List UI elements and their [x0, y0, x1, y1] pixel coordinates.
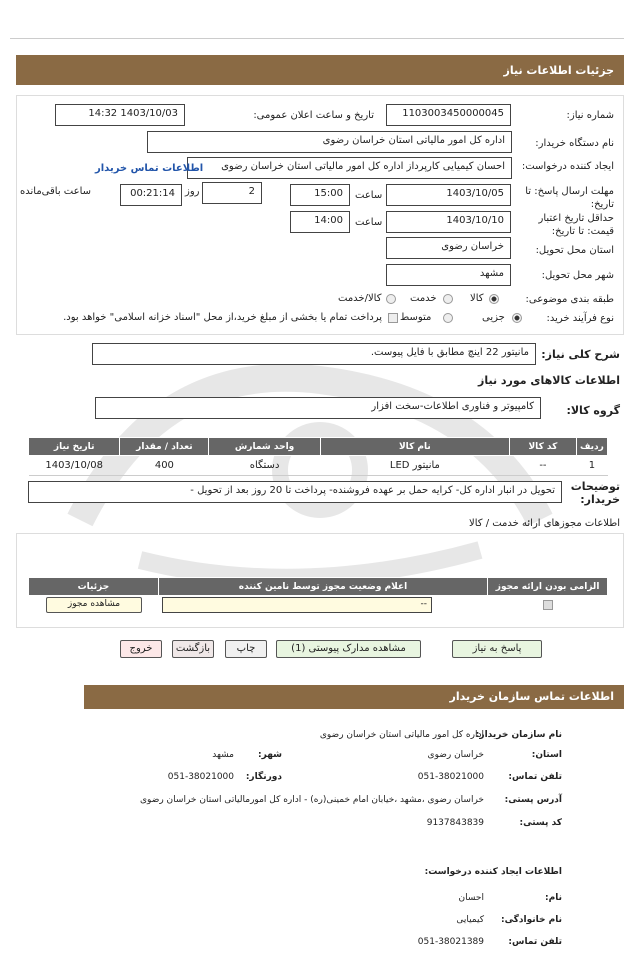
category-radio-service[interactable]: [443, 294, 453, 304]
need-number-field: 1103003450000045: [386, 104, 511, 126]
goods-table: [28, 437, 608, 476]
contact-phone-label: تلفن تماس:: [508, 772, 562, 782]
contact-phone-value: 051-38021000: [417, 772, 484, 782]
exit-button[interactable]: خروج: [120, 640, 162, 658]
days-label: روز: [185, 186, 200, 197]
buyer-field: اداره کل امور مالیاتی استان خراسان رضوی: [147, 131, 512, 153]
top-divider: [10, 38, 624, 39]
col-required: الزامی بودن ارائه مجوز: [488, 578, 608, 596]
contact-province-value: خراسان رضوی: [427, 750, 484, 760]
remaining-time-field: 00:21:14: [120, 184, 182, 206]
validity-time-label: ساعت: [355, 217, 383, 228]
print-button[interactable]: چاپ: [225, 640, 267, 658]
contact-province-label: استان:: [531, 750, 562, 760]
buyer-contact-link[interactable]: اطلاعات تماس خریدار: [95, 163, 204, 174]
remaining-time-label: ساعت باقی‌مانده: [20, 186, 92, 197]
buyer-label: نام دستگاه خریدار:: [535, 138, 614, 149]
city-label: شهر محل تحویل:: [541, 270, 614, 281]
buyer-notes-field: تحویل در انبار اداره کل- کرایه حمل بر عهده فروشنده- پرداخت تا 20 روز بعد از تحویل -: [28, 481, 562, 503]
creator-label: ایجاد کننده درخواست:: [521, 161, 614, 172]
city-field: مشهد: [386, 264, 511, 286]
category-option-both: کالا/خدمت: [338, 293, 382, 304]
contact-org-value: اداره کل امور مالیاتی استان خراسان رضوی: [319, 730, 484, 740]
permits-table-header: [29, 578, 608, 596]
creator-field: احسان کیمیایی کارپرداز اداره کل امور مالیاتی استان خراسان رضوی: [187, 157, 512, 179]
validity-date-field: 1403/10/10: [386, 211, 511, 233]
creator-phone-value: 051-38021389: [417, 937, 484, 947]
col-name: نام کالا: [320, 438, 509, 456]
contact-city-value: مشهد: [212, 750, 234, 760]
buyer-notes-label: توضیحات خریدار:: [570, 480, 620, 506]
need-number-label: شماره نیاز:: [566, 110, 614, 121]
contact-address-label: آدرس پستی:: [504, 795, 562, 805]
category-option-service: خدمت: [410, 293, 437, 304]
process-radio-medium[interactable]: [443, 313, 453, 323]
category-option-goods: کالا: [470, 293, 484, 304]
cell-row: 1: [576, 456, 607, 476]
goods-group-field: کامپیوتر و فناوری اطلاعات-سخت افزار: [95, 397, 541, 419]
col-quantity: تعداد / مقدار: [120, 438, 209, 456]
summary-field: مانیتور 22 اینچ مطابق با فایل پیوست.: [92, 343, 536, 365]
back-button[interactable]: بازگشت: [172, 640, 214, 658]
contact-fax-value: 051-38021000: [167, 772, 234, 782]
province-label: استان محل تحویل:: [535, 245, 614, 256]
contact-address-value: خراسان رضوی ،مشهد ،خیابان امام خمینی(ره) - اداره کل امورمالیاتی استان خراسان رضوی: [140, 795, 484, 805]
announce-label: تاریخ و ساعت اعلان عمومی:: [253, 110, 374, 121]
contact-section-title: اطلاعات تماس سازمان خریدار: [84, 685, 624, 709]
cell-unit: دستگاه: [209, 456, 320, 476]
col-details: جزئیات: [29, 578, 159, 596]
col-unit: واحد شمارش: [209, 438, 320, 456]
validity-time-field: 14:00: [290, 211, 350, 233]
creator-info-title: اطلاعات ایجاد کننده درخواست:: [424, 867, 562, 877]
category-radio-both[interactable]: [386, 294, 396, 304]
cell-date: 1403/10/08: [29, 456, 120, 476]
cell-name: مانیتور LED: [320, 456, 509, 476]
process-label: نوع فرآیند خرید:: [546, 313, 614, 324]
permit-status-field[interactable]: --: [162, 597, 432, 613]
process-radio-minor[interactable]: [512, 313, 522, 323]
category-radio-goods[interactable]: [489, 294, 499, 304]
cell-code: --: [510, 456, 577, 476]
col-row: ردیف: [576, 438, 607, 456]
col-date: تاریخ نیاز: [29, 438, 120, 456]
treasury-checkbox[interactable]: [388, 313, 398, 323]
contact-org-label: نام سازمان خریدار:: [475, 730, 562, 740]
goods-section-title: اطلاعات کالاهای مورد نیاز: [478, 374, 620, 387]
treasury-note: پرداخت تمام یا بخشی از مبلغ خرید،از محل "اسناد خزانه اسلامی" خواهد بود.: [63, 312, 382, 323]
contact-postal-value: 9137843839: [426, 818, 484, 828]
reply-button[interactable]: پاسخ به نیاز: [452, 640, 542, 658]
creator-name-value: احسان: [458, 893, 484, 903]
creator-family-label: نام خانوادگی:: [500, 915, 562, 925]
col-status: اعلام وضعیت مجوز توسط نامین کننده: [158, 578, 487, 596]
contact-city-label: شهر:: [258, 750, 282, 760]
creator-family-value: کیمیایی: [456, 915, 484, 925]
goods-table-header: [29, 438, 608, 456]
deadline-time-field: 15:00: [290, 184, 350, 206]
permits-title: اطلاعات مجوزهای ارائه خدمت / کالا: [469, 518, 620, 529]
attachments-button[interactable]: مشاهده مدارک پیوستی (1): [276, 640, 421, 658]
contact-postal-label: کد پستی:: [519, 818, 562, 828]
page-title: جزئیات اطلاعات نیاز: [16, 55, 624, 85]
validity-label: حداقل تاریخ اعتبار قیمت: تا تاریخ:: [538, 213, 614, 237]
process-option-medium: متوسط: [400, 312, 432, 323]
category-label: طبقه بندی موضوعی:: [525, 294, 614, 305]
days-field: 2: [202, 182, 262, 204]
creator-name-label: نام:: [545, 893, 562, 903]
deadline-label: مهلت ارسال پاسخ: تا تاریخ:: [525, 186, 614, 210]
col-code: کد کالا: [510, 438, 577, 456]
contact-fax-label: دورنگار:: [245, 772, 282, 782]
permits-table: [28, 577, 608, 596]
creator-phone-label: تلفن تماس:: [508, 937, 562, 947]
permit-required-checkbox: [543, 600, 553, 610]
table-row: [29, 456, 608, 476]
deadline-date-field: 1403/10/05: [386, 184, 511, 206]
summary-label: شرح کلی نیاز:: [541, 348, 620, 361]
deadline-time-label: ساعت: [355, 190, 383, 201]
cell-quantity: 400: [120, 456, 209, 476]
announce-field: 1403/10/03 14:32: [55, 104, 185, 126]
goods-group-label: گروه کالا:: [566, 404, 620, 417]
process-option-minor: جزیی: [482, 312, 505, 323]
view-permit-button[interactable]: مشاهده مجوز: [46, 597, 142, 613]
province-field: خراسان رضوی: [386, 237, 511, 259]
